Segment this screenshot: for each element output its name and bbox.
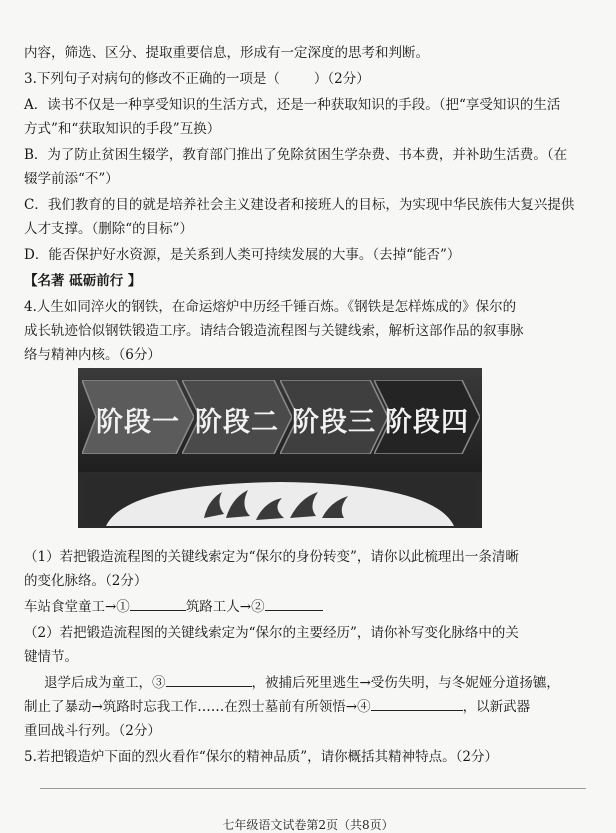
- option-c-line2: 人才支撑。（删除“的目标”）: [24, 221, 194, 237]
- experience-line2: [24, 698, 590, 716]
- experience-line3: 重回战斗行列。（2分）: [24, 723, 161, 739]
- footer-divider: [40, 788, 586, 789]
- question-3-stem: [24, 70, 590, 88]
- option-a-line2: 方式”和“获取知识的手段”互换）: [24, 121, 221, 137]
- question-4-line1: 4.人生如同淬火的钢铁，在命运熔炉中历经千锤百炼。《钢铁是怎样炼成的》保尔的: [24, 299, 517, 315]
- intro-line: 内容，筛选、区分、提取重要信息，形成有一定深度的思考和判断。: [24, 45, 429, 61]
- option-d: D．能否保护好水资源，是关系到人类可持续发展的大事。（去掉“能否”）: [24, 247, 461, 263]
- question-3-score: ）（2分）: [313, 71, 370, 87]
- blank-4[interactable]: [371, 698, 463, 711]
- chain-part-1: 车站食堂童工→①: [24, 599, 130, 615]
- experience-part-4: ，以新武器: [462, 699, 531, 715]
- stage-banner: [78, 368, 482, 472]
- blank-2[interactable]: [265, 598, 323, 611]
- stage-2-chevron: [182, 380, 292, 454]
- experience-line1: [44, 674, 590, 692]
- section-heading: 【名著 砥砺前行 】: [24, 273, 142, 289]
- subquestion-2-line1: （2）若把锻造流程图的关键线索定为“保尔的主要经历”，请你补写变化脉络中的关: [24, 625, 519, 641]
- option-a-line1: A．读书不仅是一种享受知识的生活方式，还是一种获取知识的手段。（把“享受知识的生活: [24, 97, 561, 113]
- blank-3[interactable]: [166, 674, 252, 687]
- furnace-fire-icon: [86, 478, 474, 526]
- experience-part-3: 制止了暴动→筑路时忘我工作……在烈士墓前有所领悟→④: [24, 699, 371, 715]
- stage-1-chevron: [82, 380, 194, 454]
- experience-part-2: ，被捕后死里逃生→受伤失明，与冬妮娅分道扬镳，: [251, 675, 560, 691]
- chain-part-2: 筑路工人→②: [185, 599, 265, 615]
- question-4-line2: 成长轨迹恰似钢铁锻造工序。请结合锻造流程图与关键线索，解析这部作品的叙事脉: [24, 323, 524, 339]
- option-b-line1: B．为了防止贫困生辍学，教育部门推出了免除贫困生学杂费、书本费，并补助生活费。（在: [24, 147, 568, 163]
- subquestion-1-line1: （1）若把锻造流程图的关键线索定为“保尔的身份转变”，请你以此梳理出一条清晰: [24, 549, 519, 565]
- experience-part-1: 退学后成为童工，③: [44, 675, 166, 691]
- stage-4-label: 阶段四: [385, 407, 469, 438]
- stage-1-label: 阶段一: [96, 407, 180, 438]
- subquestion-2-line2: 键情节。: [24, 649, 78, 665]
- option-c-line1: C．我们教育的目的就是培养社会主义建设者和接班人的目标，为实现中华民族伟大复兴提供: [24, 197, 575, 213]
- question-3-stem-text: 3.下列句子对病句的修改不正确的一项是（: [24, 71, 280, 87]
- question-5: 5.若把锻造炉下面的烈火看作“保尔的精神品质”，请你概括其精神特点。（2分）: [24, 749, 499, 765]
- stage-2-label: 阶段二: [195, 407, 279, 438]
- stage-4-chevron: [374, 380, 480, 454]
- page-footer: 七年级语文试卷第2页（共8页）: [222, 818, 394, 832]
- question-4-line3: 络与精神内核。（6分）: [24, 347, 161, 363]
- blank-1[interactable]: [130, 598, 186, 611]
- subquestion-1-line2: 的变化脉络。（2分）: [24, 573, 148, 589]
- option-b-line2: 辍学前添“不”）: [24, 171, 119, 187]
- stage-3-chevron: [280, 380, 388, 454]
- stage-3-label: 阶段三: [292, 407, 376, 438]
- forging-flow-diagram: [78, 368, 482, 528]
- identity-chain: [24, 598, 590, 616]
